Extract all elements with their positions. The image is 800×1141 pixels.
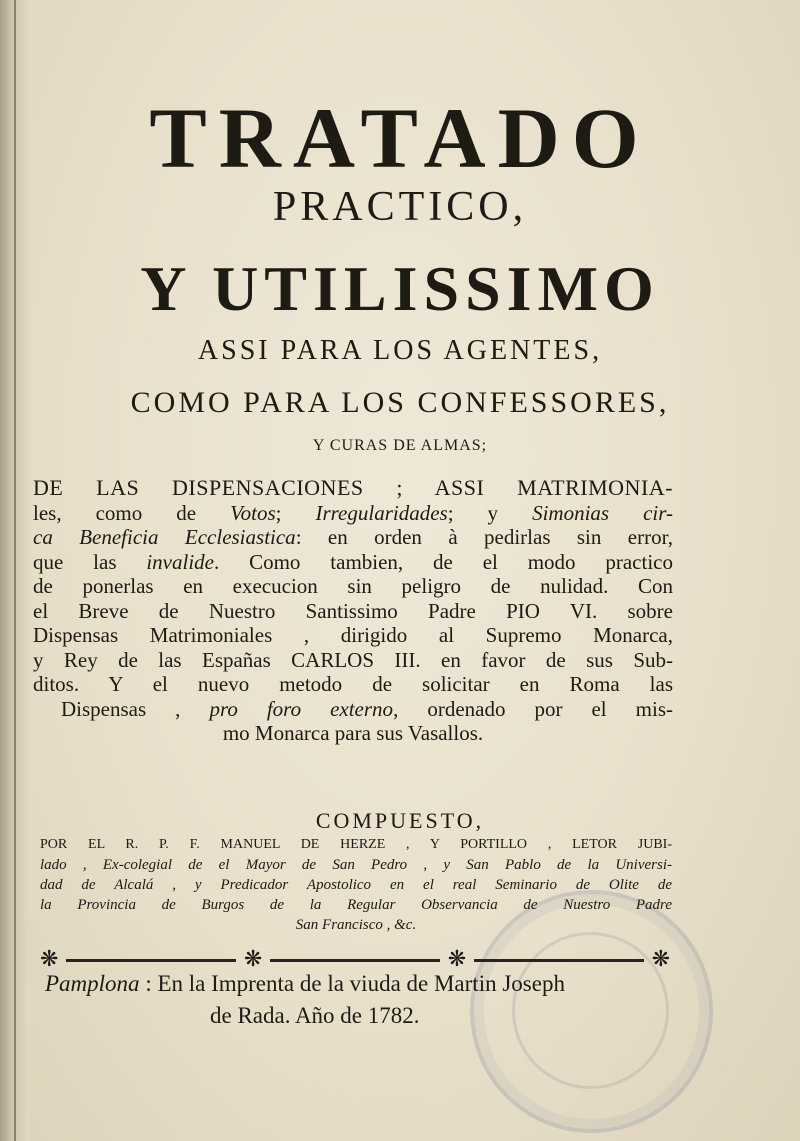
text-run: que las — [33, 549, 147, 574]
author-block — [40, 835, 672, 935]
description-line: de ponerlas en execucion sin peligro de nulidad. Con — [33, 574, 673, 598]
divider-rule — [474, 959, 643, 962]
description-line — [33, 550, 673, 575]
author-line: dad de Alcalá , y Predicador Apostolico en el real Seminario de Olite de — [40, 877, 672, 893]
text-run-italic: Irregularidades — [315, 500, 448, 525]
imprint-line — [45, 968, 667, 1000]
imprint-printer: : En la Imprenta de la viuda de Martin Joseph — [139, 971, 565, 996]
description-line: ditos. Y el nuevo metodo de solicitar en Roma las — [33, 672, 673, 696]
description-line: mo Monarca para sus Vasallos. — [222, 721, 484, 745]
description-line: el Breve de Nuestro Santissimo Padre PIO VI. sobre — [33, 598, 673, 623]
title-utilissimo: Y UTILISSIMO — [140, 253, 660, 324]
imprint-place: Pamplona — [45, 971, 140, 996]
compuesto-heading: COMPUESTO, — [315, 808, 485, 833]
divider-rule — [270, 959, 439, 962]
text-run: les, como de — [33, 500, 231, 525]
title-confessores: COMO PARA LOS CONFESSORES, — [130, 386, 670, 419]
author-line: la Provincia de Burgos de la Regular Observancia de Nuestro Padre — [40, 897, 672, 913]
text-run-italic: Simonias cir- — [532, 500, 673, 525]
divider-rule — [66, 959, 235, 962]
text-run-italic: pro foro externo — [209, 696, 394, 721]
author-line: lado , Ex-colegial de el Mayor de San Pedro , y San Pablo de la Universi- — [40, 857, 672, 873]
imprint-block — [45, 968, 667, 1032]
ornament-icon: ❋ — [40, 947, 59, 972]
ornamental-divider — [40, 947, 671, 972]
text-run: . Como tambien, de el modo practico — [214, 549, 673, 574]
title-curas: Y CURAS DE ALMAS; — [312, 437, 488, 454]
text-run-italic: Votos — [230, 500, 276, 525]
description-line — [33, 501, 673, 526]
text-run: ; y — [447, 500, 533, 525]
description-line: y Rey de las Españas CARLOS III. en favor de sus Sub- — [33, 647, 673, 672]
description-line: Dispensas Matrimoniales , dirigido al Supremo Monarca, — [33, 623, 673, 647]
description-line — [33, 697, 673, 722]
text-run-italic: ca Beneficia Ecclesiastica — [33, 525, 296, 549]
author-line: San Francisco , &c. — [295, 917, 417, 933]
ornament-icon: ❋ — [243, 947, 263, 972]
title-agentes: ASSI PARA LOS AGENTES, — [197, 335, 603, 366]
imprint-date: de Rada. Año de 1782. — [210, 1003, 420, 1028]
description-line — [33, 525, 673, 550]
text-run: ; — [275, 500, 316, 525]
text-run: : en orden à pedirlas sin error, — [295, 525, 673, 549]
text-run: , ordenado por el mis- — [393, 696, 673, 721]
title-practico: PRACTICO, — [272, 184, 528, 230]
description-block — [33, 476, 673, 746]
author-line: POR EL R. P. F. MANUEL DE HERZE , Y PORTILLO , LETOR JUBI- — [40, 837, 672, 852]
ornament-icon: ❋ — [651, 947, 671, 972]
text-run: Dispensas , — [61, 696, 210, 721]
ornament-icon: ❋ — [447, 947, 467, 972]
text-run-italic: invalide — [146, 549, 214, 574]
description-line: DE LAS DISPENSACIONES ; ASSI MATRIMONIA- — [33, 475, 673, 500]
title-main: TRATADO — [149, 90, 651, 186]
